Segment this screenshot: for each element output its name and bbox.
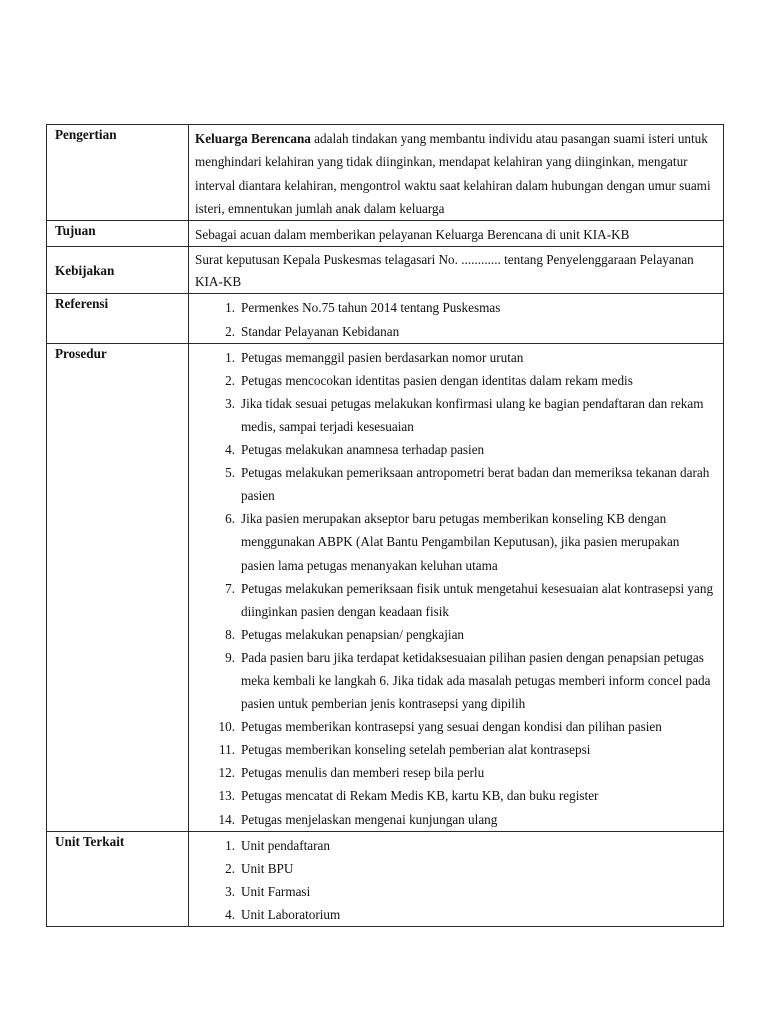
pengertian-paragraph xyxy=(195,127,715,220)
item-text: Petugas memberikan kontrasepsi yang sesuai dengan kondisi dan pilihan pasien xyxy=(241,719,662,735)
unit-terkait-item xyxy=(195,880,715,903)
prosedur-step xyxy=(195,784,715,807)
content-referensi xyxy=(189,294,724,343)
content-tujuan xyxy=(189,221,724,247)
item-number: 5. xyxy=(225,465,235,481)
label-tujuan: Tujuan xyxy=(47,221,189,247)
item-number: 3. xyxy=(225,395,235,411)
item-text: Petugas mencatat di Rekam Medis KB, kartu KB, dan buku register xyxy=(241,788,599,804)
item-text: Petugas menjelaskan mengenai kunjungan ulang xyxy=(241,811,498,827)
prosedur-list xyxy=(195,346,715,831)
prosedur-step xyxy=(195,738,715,761)
item-text: Petugas melakukan penapsian/ pengkajian xyxy=(241,626,465,642)
content-pengertian xyxy=(189,125,724,221)
unit-terkait-item xyxy=(195,903,715,926)
item-number: 1. xyxy=(225,300,235,316)
item-number: 6. xyxy=(225,511,235,527)
prosedur-step xyxy=(195,346,715,369)
item-text: Petugas memanggil pasien berdasarkan nomor urutan xyxy=(241,349,524,365)
item-number: 1. xyxy=(225,349,235,365)
referensi-item xyxy=(195,320,715,343)
item-number: 2. xyxy=(225,372,235,388)
item-text: Petugas mencocokan identitas pasien dengan identitas dalam rekam medis xyxy=(241,372,633,388)
prosedur-step xyxy=(195,577,715,623)
pengertian-term: Keluarga Berencana xyxy=(195,131,311,146)
unit-terkait-item xyxy=(195,857,715,880)
item-number: 1. xyxy=(225,837,235,853)
content-prosedur xyxy=(189,343,724,831)
tujuan-text: Sebagai acuan dalam memberikan pelayanan Keluarga Berencana di unit KIA-KB xyxy=(195,227,630,243)
item-text: Petugas melakukan pemeriksaan antropometri berat badan dan memeriksa tekanan darah pasien xyxy=(241,465,710,504)
row-prosedur xyxy=(47,343,724,831)
label-referensi: Referensi xyxy=(47,294,189,343)
prosedur-step xyxy=(195,369,715,392)
row-kebijakan xyxy=(47,247,724,294)
label-kebijakan: Kebijakan xyxy=(47,247,189,294)
item-number: 3. xyxy=(225,883,235,899)
item-text: Petugas melakukan pemeriksaan fisik untuk mengetahui kesesuaian alat kontrasepsi yang diinginkan pasien dengan keadaan fisik xyxy=(241,580,714,619)
item-number: 2. xyxy=(225,860,235,876)
unit-terkait-list xyxy=(195,834,715,926)
prosedur-step xyxy=(195,507,715,576)
row-tujuan xyxy=(47,221,724,247)
item-number: 12. xyxy=(218,765,235,781)
kebijakan-text: Surat keputusan Kepala Puskesmas telagasari No. ............ tentang Penyelenggaraan Pelayanan KIA-KB xyxy=(195,252,694,289)
prosedur-step xyxy=(195,623,715,646)
item-number: 14. xyxy=(218,811,235,827)
label-pengertian: Pengertian xyxy=(47,125,189,221)
prosedur-step xyxy=(195,461,715,507)
unit-terkait-item xyxy=(195,834,715,857)
prosedur-step xyxy=(195,646,715,715)
prosedur-step xyxy=(195,715,715,738)
label-unit-terkait: Unit Terkait xyxy=(47,831,189,926)
referensi-list xyxy=(195,296,715,342)
item-text: Permenkes No.75 tahun 2014 tentang Puskesmas xyxy=(241,300,501,316)
prosedur-step xyxy=(195,392,715,438)
prosedur-step xyxy=(195,761,715,784)
pengertian-text: adalah tindakan yang membantu individu atau pasangan suami isteri untuk menghindari kelahiran yang tidak diinginkan, mendapat kelahiran yang diinginkan, mengatur interval diantara kelahiran, mengontrol waktu saat kelahiran dalam hubungan dengan umur suami isteri, emnentukan jumlah anak dalam keluarga xyxy=(195,131,711,216)
item-text: Petugas memberikan konseling setelah pemberian alat kontrasepsi xyxy=(241,742,591,758)
item-number: 2. xyxy=(225,323,235,339)
row-pengertian xyxy=(47,125,724,221)
item-text: Jika tidak sesuai petugas melakukan konfirmasi ulang ke bagian pendaftaran dan rekam medis, sampai terjadi kesesuaian xyxy=(241,395,704,434)
item-number: 7. xyxy=(225,580,235,596)
item-number: 13. xyxy=(218,788,235,804)
item-text: Standar Pelayanan Kebidanan xyxy=(241,323,400,339)
item-number: 11. xyxy=(219,742,235,758)
item-text: Unit Farmasi xyxy=(241,883,311,899)
item-text: Pada pasien baru jika terdapat ketidaksesuaian pilihan pasien dengan penapsian petugas meka kembali ke langkah 6. Jika tidak ada masalah petugas memberi inform concel pada pasien untuk pemberian jenis kontrasepsi yang dipilih xyxy=(241,649,711,712)
sop-table xyxy=(46,124,724,927)
prosedur-step xyxy=(195,438,715,461)
item-number: 8. xyxy=(225,626,235,642)
item-text: Unit BPU xyxy=(241,860,294,876)
referensi-item xyxy=(195,296,715,319)
content-unit-terkait xyxy=(189,831,724,926)
item-text: Jika pasien merupakan akseptor baru petugas memberikan konseling KB dengan menggunakan ABPK (Alat Bantu Pengambilan Keputusan), jika pasien merupakan pasien lama petugas menanyakan keluhan utama xyxy=(241,511,680,573)
item-number: 10. xyxy=(218,719,235,735)
item-number: 4. xyxy=(225,906,235,922)
label-prosedur: Prosedur xyxy=(47,343,189,831)
row-referensi xyxy=(47,294,724,343)
item-number: 4. xyxy=(225,442,235,458)
item-text: Petugas menulis dan memberi resep bila perlu xyxy=(241,765,485,781)
item-number: 9. xyxy=(225,649,235,665)
prosedur-step xyxy=(195,808,715,831)
item-text: Unit pendaftaran xyxy=(241,837,330,853)
content-kebijakan xyxy=(189,247,724,294)
row-unit-terkait xyxy=(47,831,724,926)
item-text: Petugas melakukan anamnesa terhadap pasien xyxy=(241,442,485,458)
item-text: Unit Laboratorium xyxy=(241,906,341,922)
